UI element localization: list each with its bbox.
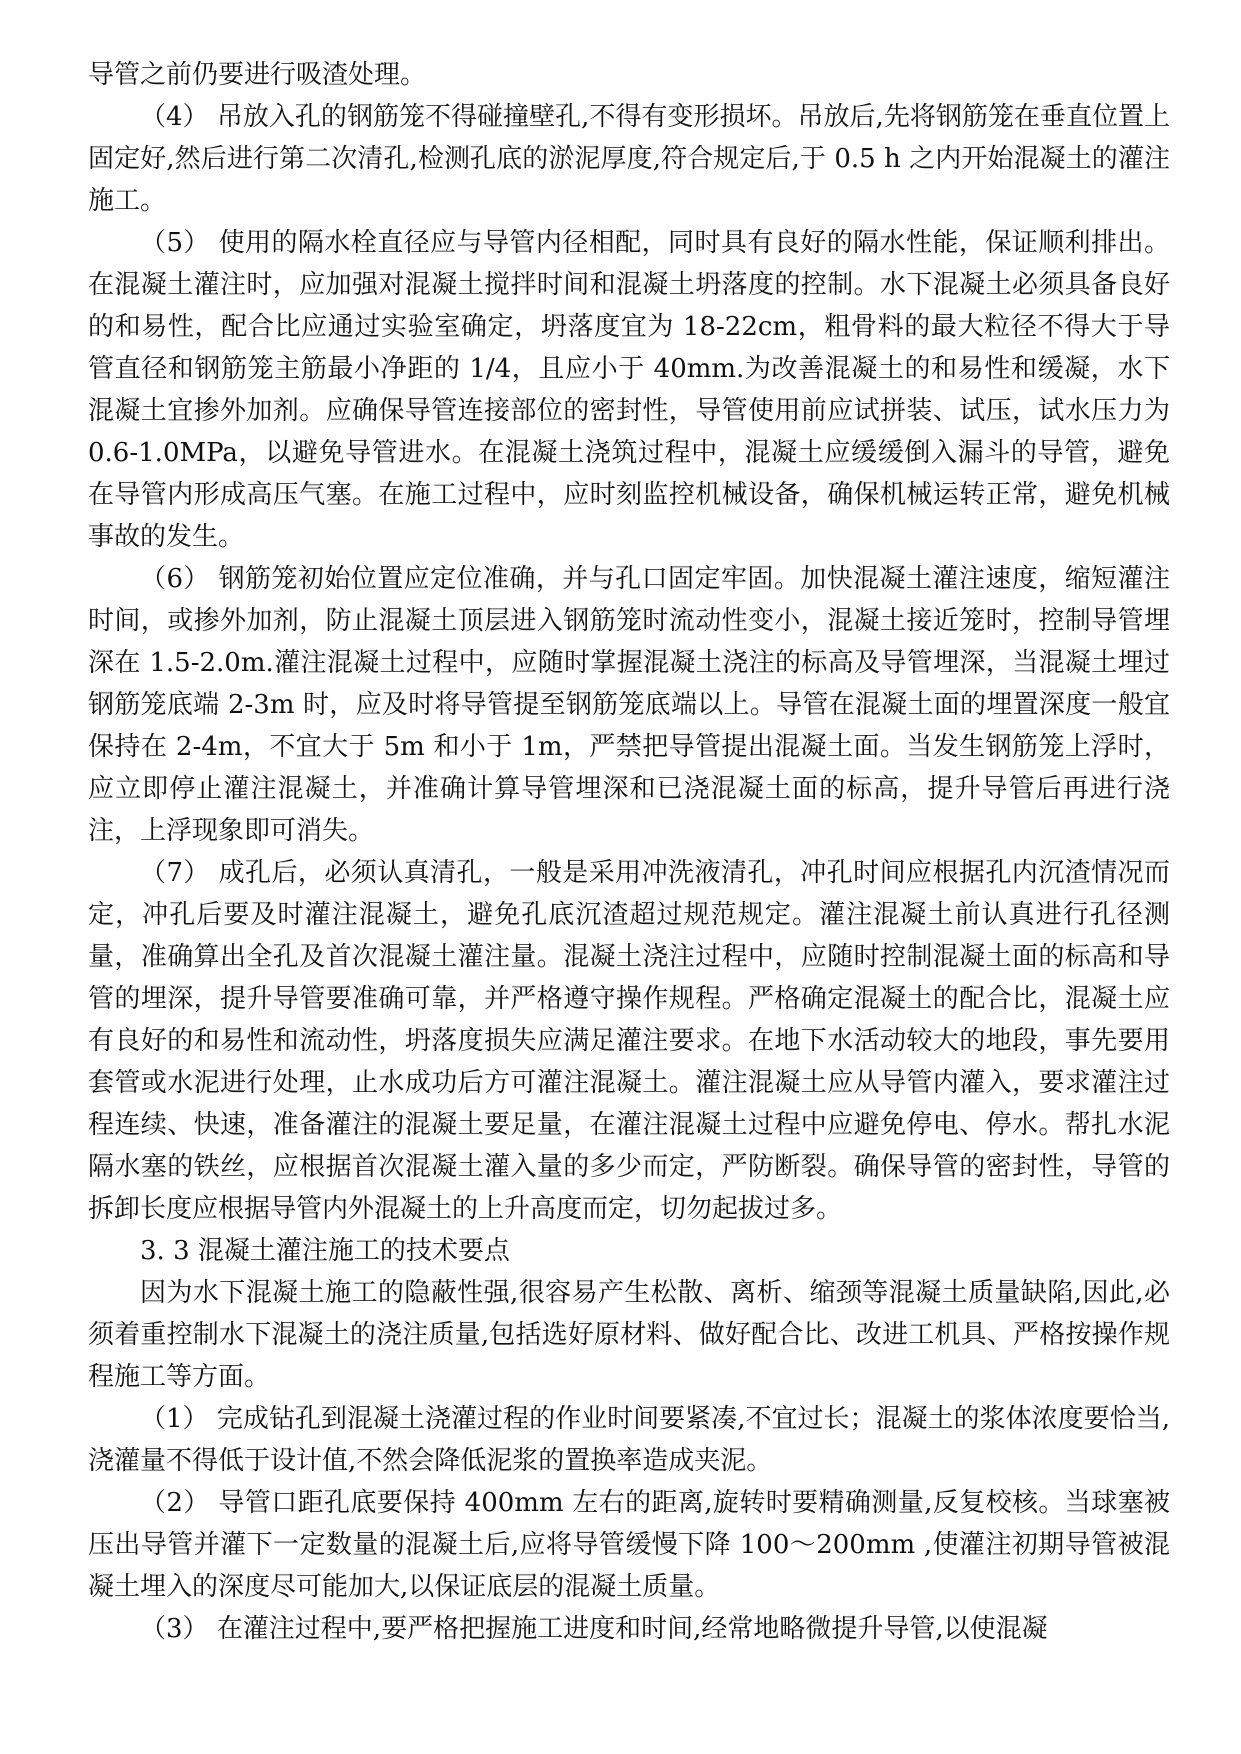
paragraph-point-2: （2） 导管口距孔底要保持 400mm 左右的距离,旋转时要精确测量,反复校核。当球塞被压出导管并灌下一定数量的混凝土后,应将导管缓慢下降 100～200mm ,使灌注初期导管被混凝土埋入的深度尽可能加大,以保证底层的混凝土质量。 (88, 1488, 1170, 1602)
paragraph-item-6: （6） 钢筋笼初始位置应定位准确，并与孔口固定牢固。加快混凝土灌注速度，缩短灌注时间，或掺外加剂，防止混凝土顶层进入钢筋笼时流动性变小，混凝土接近笼时，控制导管埋深在 1.5-2.0m.灌注混凝土过程中，应随时掌握混凝土浇注的标高及导管埋深，当混凝土埋过钢筋笼底端 2-3m 时，应及时将导管提至钢筋笼底端以上。导管在混凝土面的埋置深度一般宜保持在 2-4m，不宜大于 5m 和小于 1m，严禁把导管提出混凝土面。当发生钢筋笼上浮时，应立即停止灌注混凝土，并准确计算导管埋深和已浇混凝土面的标高，提升导管后再进行浇注，上浮现象即可消失。 (88, 564, 1170, 846)
paragraph-item-7: （7） 成孔后，必须认真清孔，一般是采用冲洗液清孔，冲孔时间应根据孔内沉渣情况而定，冲孔后要及时灌注混凝土，避免孔底沉渣超过规范规定。灌注混凝土前认真进行孔径测量，准确算出全孔及首次混凝土灌注量。混凝土浇注过程中，应随时控制混凝土面的标高和导管的埋深，提升导管要准确可靠，并严格遵守操作规程。严格确定混凝土的配合比，混凝土应有良好的和易性和流动性，坍落度损失应满足灌注要求。在地下水活动较大的地段，事先要用套管或水泥进行处理，止水成功后方可灌注混凝土。灌注混凝土应从导管内灌入，要求灌注过程连续、快速，准备灌注的混凝土要足量，在灌注混凝土过程中应避免停电、停水。帮扎水泥隔水塞的铁丝，应根据首次混凝土灌入量的多少而定，严防断裂。确保导管的密封性，导管的拆卸长度应根据导管内外混凝土的上升高度而定，切勿起拔过多。 (88, 858, 1170, 1224)
paragraph-item-5: （5） 使用的隔水栓直径应与导管内径相配，同时具有良好的隔水性能，保证顺利排出。在混凝土灌注时，应加强对混凝土搅拌时间和混凝土坍落度的控制。水下混凝土必须具备良好的和易性，配合比应通过实验室确定，坍落度宜为 18-22cm，粗骨料的最大粒径不得大于导管直径和钢筋笼主筋最小净距的 1/4，且应小于 40mm.为改善混凝土的和易性和缓凝，水下混凝土宜掺外加剂。应确保导管连接部位的密封性，导管使用前应试拼装、试压，试水压力为 0.6-1.0MPa，以避免导管进水。在混凝土浇筑过程中，混凝土应缓缓倒入漏斗的导管，避免在导管内形成高压气塞。在施工过程中，应时刻监控机械设备，确保机械运转正常，避免机械事故的发生。 (88, 228, 1170, 552)
document-page (88, 54, 1170, 1650)
paragraph-section-intro: 因为水下混凝土施工的隐蔽性强,很容易产生松散、离析、缩颈等混凝土质量缺陷,因此,必须着重控制水下混凝土的浇注质量,包括选好原材料、做好配合比、改进工机具、严格按操作规程施工等方面。 (88, 1278, 1170, 1392)
section-heading: 3. 3 混凝土灌注施工的技术要点 (140, 1236, 510, 1266)
paragraph-point-3: （3） 在灌注过程中,要严格把握施工进度和时间,经常地略微提升导管,以使混凝 (140, 1614, 1048, 1644)
paragraph-point-1: （1） 完成钻孔到混凝土浇灌过程的作业时间要紧凑,不宜过长；混凝土的浆体浓度要恰当,浇灌量不得低于设计值,不然会降低泥浆的置换率造成夹泥。 (88, 1404, 1170, 1476)
paragraph-continuation: 导管之前仍要进行吸渣处理。 (88, 60, 427, 90)
paragraph-item-4: （4） 吊放入孔的钢筋笼不得碰撞壁孔,不得有变形损坏。吊放后,先将钢筋笼在垂直位置上固定好,然后进行第二次清孔,检测孔底的淤泥厚度,符合规定后,于 0.5 h 之内开始混凝土的灌注施工。 (88, 102, 1170, 216)
